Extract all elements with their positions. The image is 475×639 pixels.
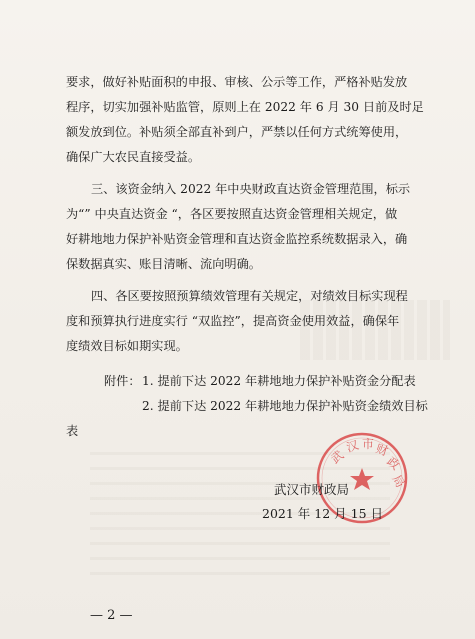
page-number: — 2 — xyxy=(90,608,133,623)
body-line: 度和预算执行进度实行 “双监控”，提高资金使用效益，确保年 xyxy=(66,314,400,328)
signing-organization: 武汉市财政局 xyxy=(274,482,350,497)
attachment-item-1: 1. 提前下达 2022 年耕地地力保护补贴资金分配表 xyxy=(142,374,416,388)
body-line: 额发放到位。补贴须全部直补到户，严禁以任何方式统筹使用， xyxy=(66,125,408,139)
body-line: 三、该资金纳入 2022 年中央财政直达资金管理范围，标示 xyxy=(91,182,411,196)
body-line: 度绩效目标如期实现。 xyxy=(66,339,188,353)
body-line: 要求，做好补贴面积的申报、审核、公示等工作，严格补贴发放 xyxy=(66,75,408,89)
signing-date: 2021 年 12 月 15 日 xyxy=(262,506,383,521)
svg-text:局: 局 xyxy=(389,472,408,490)
svg-text:政: 政 xyxy=(384,454,403,473)
attachments-label: 附件： xyxy=(104,374,141,388)
attachment-item-2-continued: 表 xyxy=(66,424,79,438)
body-line: 确保广大农民直接受益。 xyxy=(66,150,201,164)
body-line: 好耕地地力保护补贴资金管理和直达资金监控系统数据录入，确 xyxy=(66,232,408,246)
body-line: 保数据真实、账目清晰、流向明确。 xyxy=(66,257,261,271)
svg-text:市: 市 xyxy=(362,437,375,451)
bleed-through-mark xyxy=(300,300,450,360)
body-line: 程序，切实加强补贴监管，原则上在 2022 年 6 月 30 日前及时足 xyxy=(66,100,424,114)
body-line: 为“” 中央直达资金 “，各区要按照直达资金管理相关规定，做 xyxy=(66,207,398,221)
svg-text:武: 武 xyxy=(328,447,347,467)
svg-text:汉: 汉 xyxy=(344,437,361,455)
body-line: 四、各区要按照预算绩效管理有关规定，对绩效目标实现程 xyxy=(91,289,408,303)
attachment-item-2: 2. 提前下达 2022 年耕地地力保护补贴资金绩效目标 xyxy=(142,399,428,413)
svg-text:财: 财 xyxy=(374,441,390,459)
